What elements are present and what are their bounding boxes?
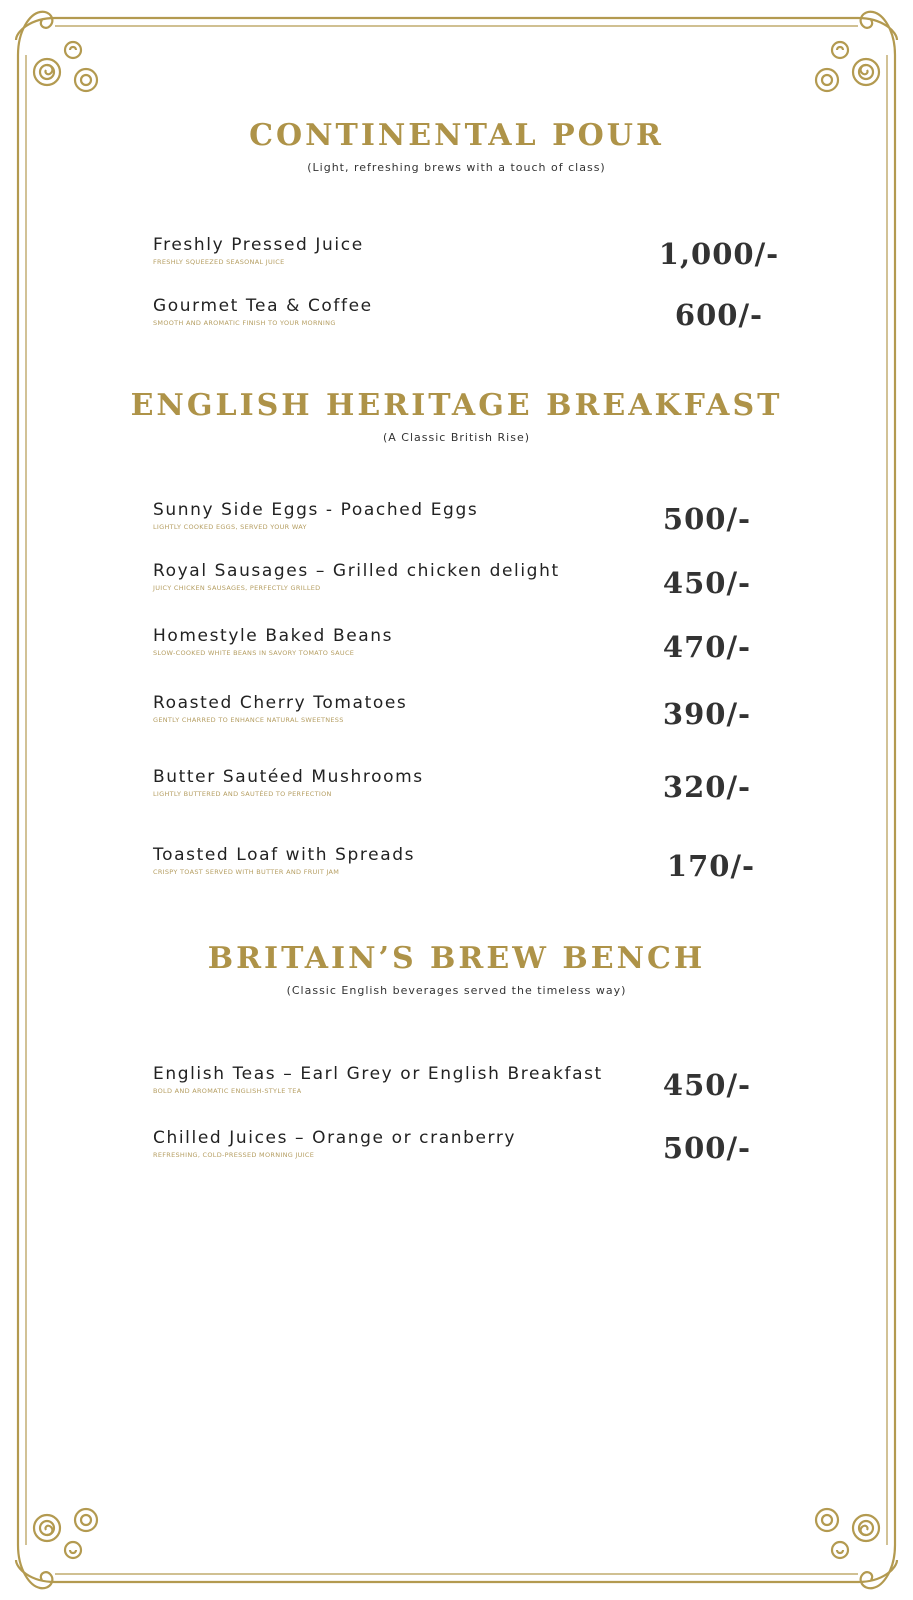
section-title-continental-pour: CONTINENTAL POUR [249,118,664,153]
section-title-britains-brew-bench: BRITAIN’S BREW BENCH [207,941,706,976]
section-subtitle: (A Classic British Rise) [382,431,531,444]
item-name: Homestyle Baked Beans [153,626,394,646]
menu-item [153,235,633,266]
item-price: 170/- [666,849,756,883]
item-price: 320/- [662,770,752,804]
item-price: 500/- [662,502,752,536]
item-name: Freshly Pressed Juice [153,235,364,255]
section-subtitle: (Classic English beverages served the timeless way) [286,984,627,997]
item-description: GENTLY CHARRED TO ENHANCE NATURAL SWEETNESS [153,716,344,724]
item-price: 450/- [662,566,752,600]
item-name: Sunny Side Eggs - Poached Eggs [153,500,479,520]
menu-item [153,693,633,724]
item-price: 390/- [662,697,752,731]
item-name: Roasted Cherry Tomatoes [153,693,408,713]
menu-item [153,767,633,798]
item-price: 1,000/- [658,237,780,271]
corner-scroll-icon [16,12,97,91]
menu-item [153,626,633,657]
menu-item [153,500,633,531]
item-description: JUICY CHICKEN SAUSAGES, PERFECTLY GRILLED [153,584,321,592]
menu-item [153,561,633,592]
item-description: BOLD AND AROMATIC ENGLISH-STYLE TEA [153,1087,302,1095]
menu-item [153,296,633,327]
item-name: Chilled Juices – Orange or cranberry [153,1128,517,1148]
item-name: Royal Sausages – Grilled chicken delight [153,561,560,581]
item-price: 450/- [662,1068,752,1102]
item-description: CRISPY TOAST SERVED WITH BUTTER AND FRUIT JAM [153,868,340,876]
item-price: 500/- [662,1131,752,1165]
item-description: LIGHTLY COOKED EGGS, SERVED YOUR WAY [153,523,307,531]
item-description: LIGHTLY BUTTERED AND SAUTÉED TO PERFECTION [153,790,332,798]
item-name: Gourmet Tea & Coffee [153,296,373,316]
item-description: SMOOTH AND AROMATIC FINISH TO YOUR MORNING [153,319,336,327]
menu-item [153,1064,633,1095]
section-title-english-heritage-breakfast: ENGLISH HERITAGE BREAKFAST [130,388,783,423]
item-name: Butter Sautéed Mushrooms [153,767,424,787]
section-subtitle: (Light, refreshing brews with a touch of class) [307,161,606,174]
item-price: 470/- [662,630,752,664]
menu-item [153,1128,633,1159]
item-description: SLOW-COOKED WHITE BEANS IN SAVORY TOMATO SAUCE [153,649,355,657]
item-name: English Teas – Earl Grey or English Breakfast [153,1064,603,1084]
item-description: REFRESHING, COLD-PRESSED MORNING JUICE [153,1151,315,1159]
menu-item [153,845,633,876]
item-description: FRESHLY SQUEEZED SEASONAL JUICE [153,258,285,266]
item-price: 600/- [674,298,764,332]
item-name: Toasted Loaf with Spreads [153,845,416,865]
